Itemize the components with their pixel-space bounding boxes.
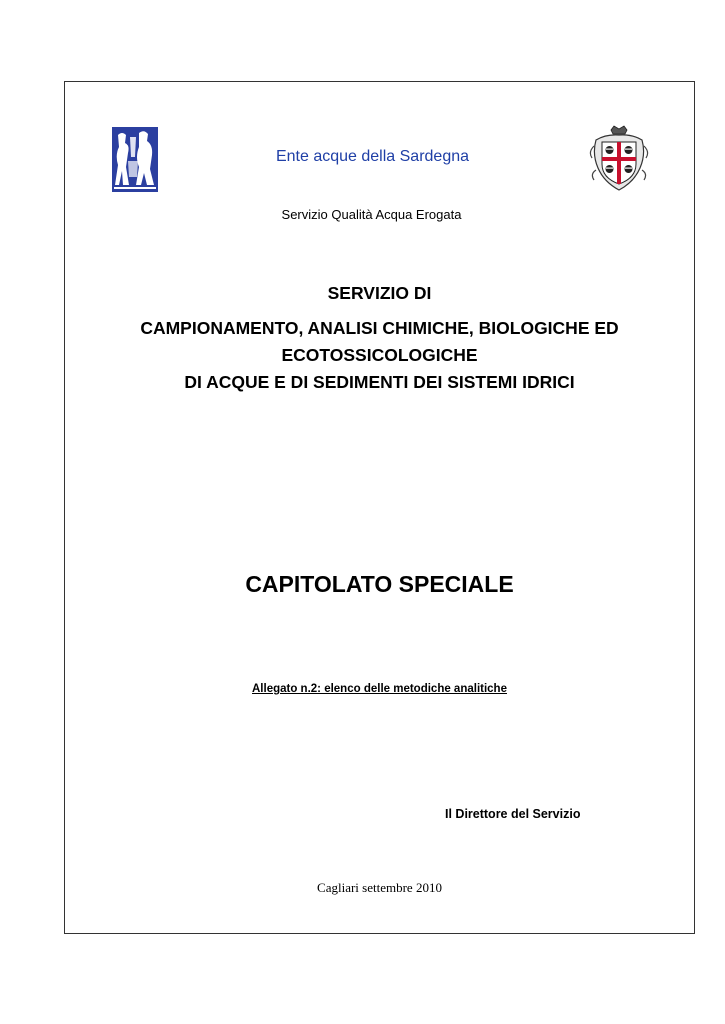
title-line-1: SERVIZIO DI [327,283,432,303]
title-line-2: CAMPIONAMENTO, ANALISI CHIMICHE, BIOLOGICHE ED [140,318,619,338]
organization-name: Ente acque della Sardegna [275,148,470,165]
title-line-3: ECOTOSSICOLOGICHE [281,345,478,365]
title-line-4: DI ACQUE E DI SEDIMENTI DEI SISTEMI IDRICI [184,372,575,392]
document-title: CAPITOLATO SPECIALE [245,571,514,597]
annex-label: Allegato n.2: elenco delle metodiche analitiche [252,683,507,695]
director-signature-label: Il Direttore del Servizio [445,807,581,821]
service-name: Servizio Qualità Acqua Erogata [281,207,462,222]
place-and-date: Cagliari settembre 2010 [317,880,442,895]
service-title-block [64,280,695,396]
